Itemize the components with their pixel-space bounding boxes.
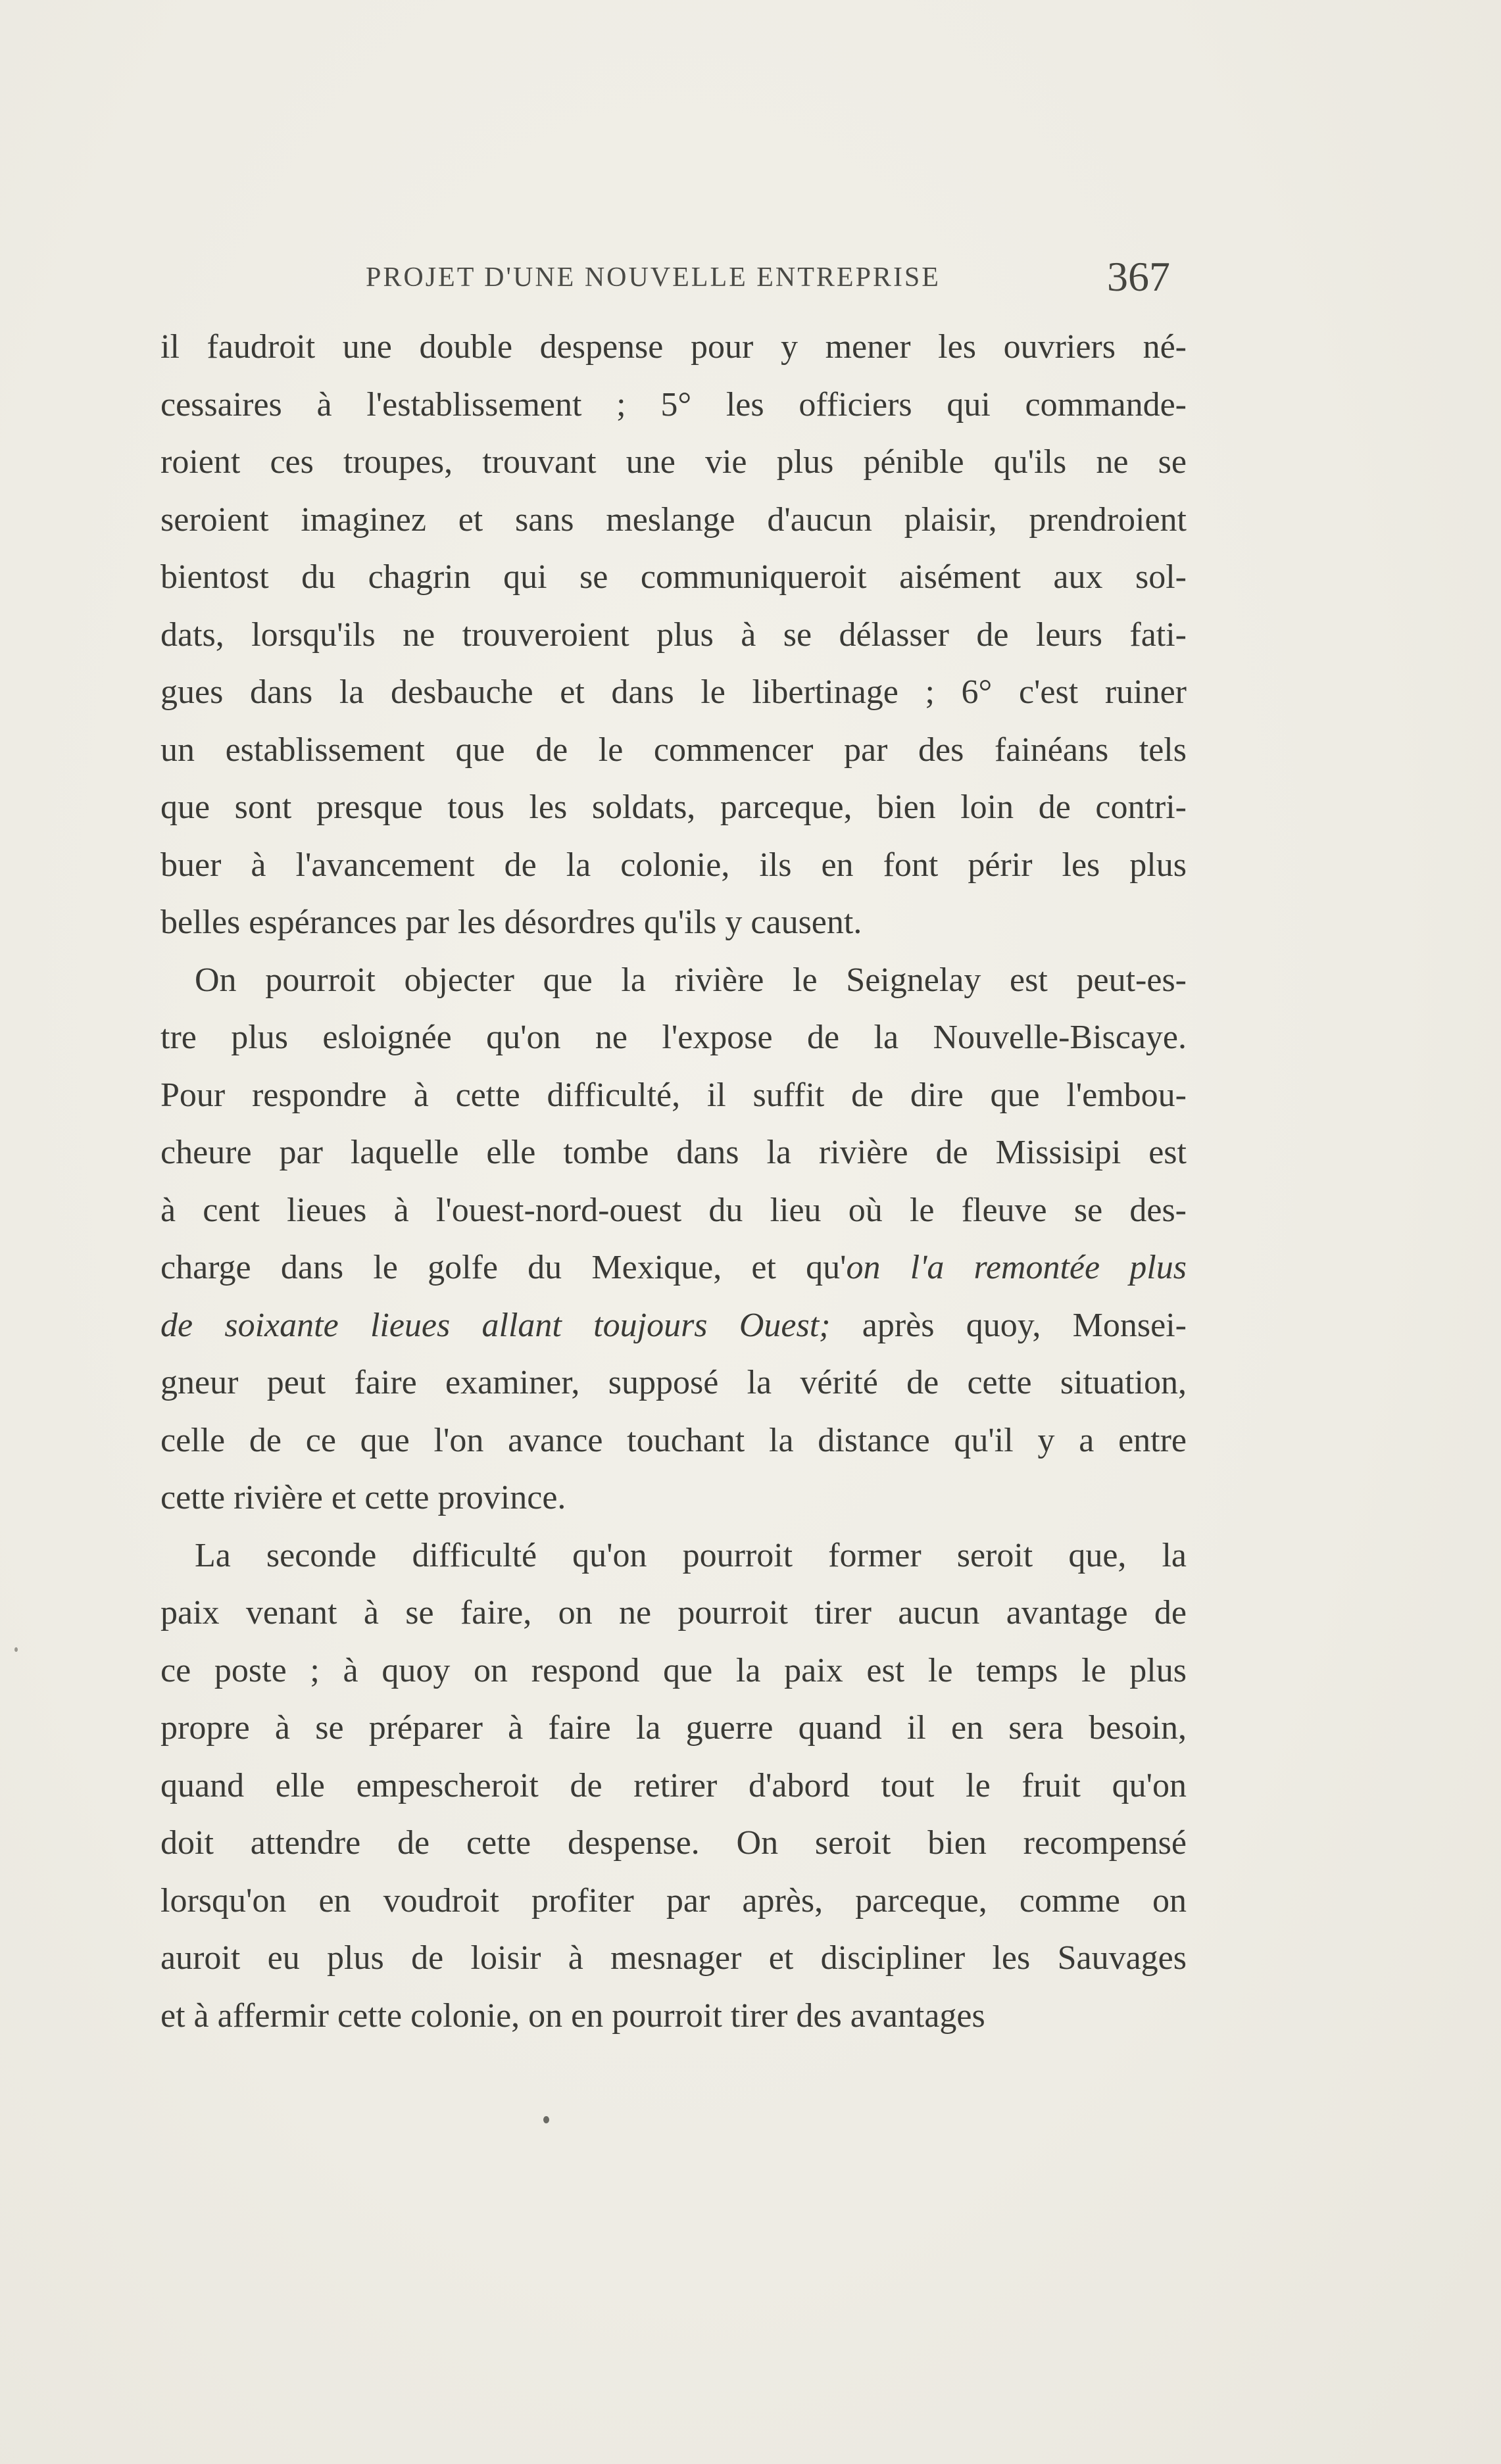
text-line: auroit eu plus de loisir à mesnager et discipliner les Sauvages bbox=[160, 1939, 1187, 1977]
italic-segment: de soixante lieues allant toujours Ouest; bbox=[160, 1306, 831, 1344]
text-line: tre plus esloignée qu'on ne l'expose de la Nouvelle-Biscaye. bbox=[160, 1019, 1187, 1056]
text-line: dats, lorsqu'ils ne trouveroient plus à se délasser de leurs fati- bbox=[160, 616, 1187, 654]
running-head bbox=[366, 255, 1178, 301]
text-line: lorsqu'on en voudroit profiter par après, parceque, comme on bbox=[160, 1881, 1187, 1920]
text-line: il faudroit une double despense pour y mener les ouvriers né- bbox=[160, 328, 1187, 366]
mixed-italic-line bbox=[160, 1239, 1187, 1297]
text-line: gues dans la desbauche et dans le libertinage ; 6° c'est ruiner bbox=[160, 673, 1187, 711]
ink-speck bbox=[543, 2116, 549, 2123]
text-line: paix venant à se faire, on ne pourroit tirer aucun avantage de bbox=[160, 1594, 1187, 1631]
body-text bbox=[160, 318, 1187, 2044]
text-line: belles espérances par les désordres qu'ils y causent. bbox=[160, 904, 862, 941]
text-line: à cent lieues à l'ouest-nord-ouest du lieu où le fleuve se des- bbox=[160, 1191, 1187, 1229]
paragraph-start-line: La seconde difficulté qu'on pourroit former seroit que, la bbox=[195, 1536, 1187, 1574]
text-line: que sont presque tous les soldats, parceque, bien loin de contri- bbox=[160, 788, 1187, 826]
roman-segment: charge dans le golfe du Mexique, et qu' bbox=[160, 1249, 847, 1286]
roman-segment: après quoy, Monsei- bbox=[830, 1306, 1187, 1344]
text-line: cette rivière et cette province. bbox=[160, 1479, 566, 1516]
text-line: et à affermir cette colonie, on en pourroit tirer des avantages bbox=[160, 1996, 985, 2035]
mixed-italic-line bbox=[160, 1297, 1187, 1355]
text-line: propre à se préparer à faire la guerre quand il en sera besoin, bbox=[160, 1709, 1187, 1747]
text-line: doit attendre de cette despense. On seroit bien recompensé bbox=[160, 1824, 1187, 1862]
text-line: cheure par laquelle elle tombe dans la rivière de Missisipi est bbox=[160, 1134, 1187, 1171]
text-line: cessaires à l'establissement ; 5° les officiers qui commande- bbox=[160, 385, 1187, 423]
text-line: quand elle empescheroit de retirer d'abord tout le fruit qu'on bbox=[160, 1766, 1187, 1804]
page-number: 367 bbox=[1107, 253, 1170, 300]
running-title: PROJET D'UNE NOUVELLE ENTREPRISE bbox=[366, 262, 941, 293]
text-line: gneur peut faire examiner, supposé la vérité de cette situation, bbox=[160, 1364, 1187, 1401]
text-line: seroient imaginez et sans meslange d'aucun plaisir, prendroient bbox=[160, 500, 1187, 539]
text-line: buer à l'avancement de la colonie, ils en font périr les plus bbox=[160, 846, 1187, 884]
ink-speck bbox=[14, 1647, 18, 1652]
italic-segment: on l'a remontée plus bbox=[846, 1249, 1187, 1286]
text-line: ce poste ; à quoy on respond que la paix est le temps le plus bbox=[160, 1651, 1187, 1689]
paragraph-start-line: On pourroit objecter que la rivière le Seignelay est peut-es- bbox=[195, 961, 1187, 999]
text-line: un establissement que de le commencer par des fainéans tels bbox=[160, 731, 1187, 769]
text-line: bientost du chagrin qui se communiqueroit aisément aux sol- bbox=[160, 558, 1187, 596]
text-line: celle de ce que l'on avance touchant la distance qu'il y a entre bbox=[160, 1421, 1187, 1459]
text-line: roient ces troupes, trouvant une vie plus pénible qu'ils ne se bbox=[160, 443, 1187, 481]
text-line: Pour respondre à cette difficulté, il suffit de dire que l'embou- bbox=[160, 1076, 1187, 1114]
